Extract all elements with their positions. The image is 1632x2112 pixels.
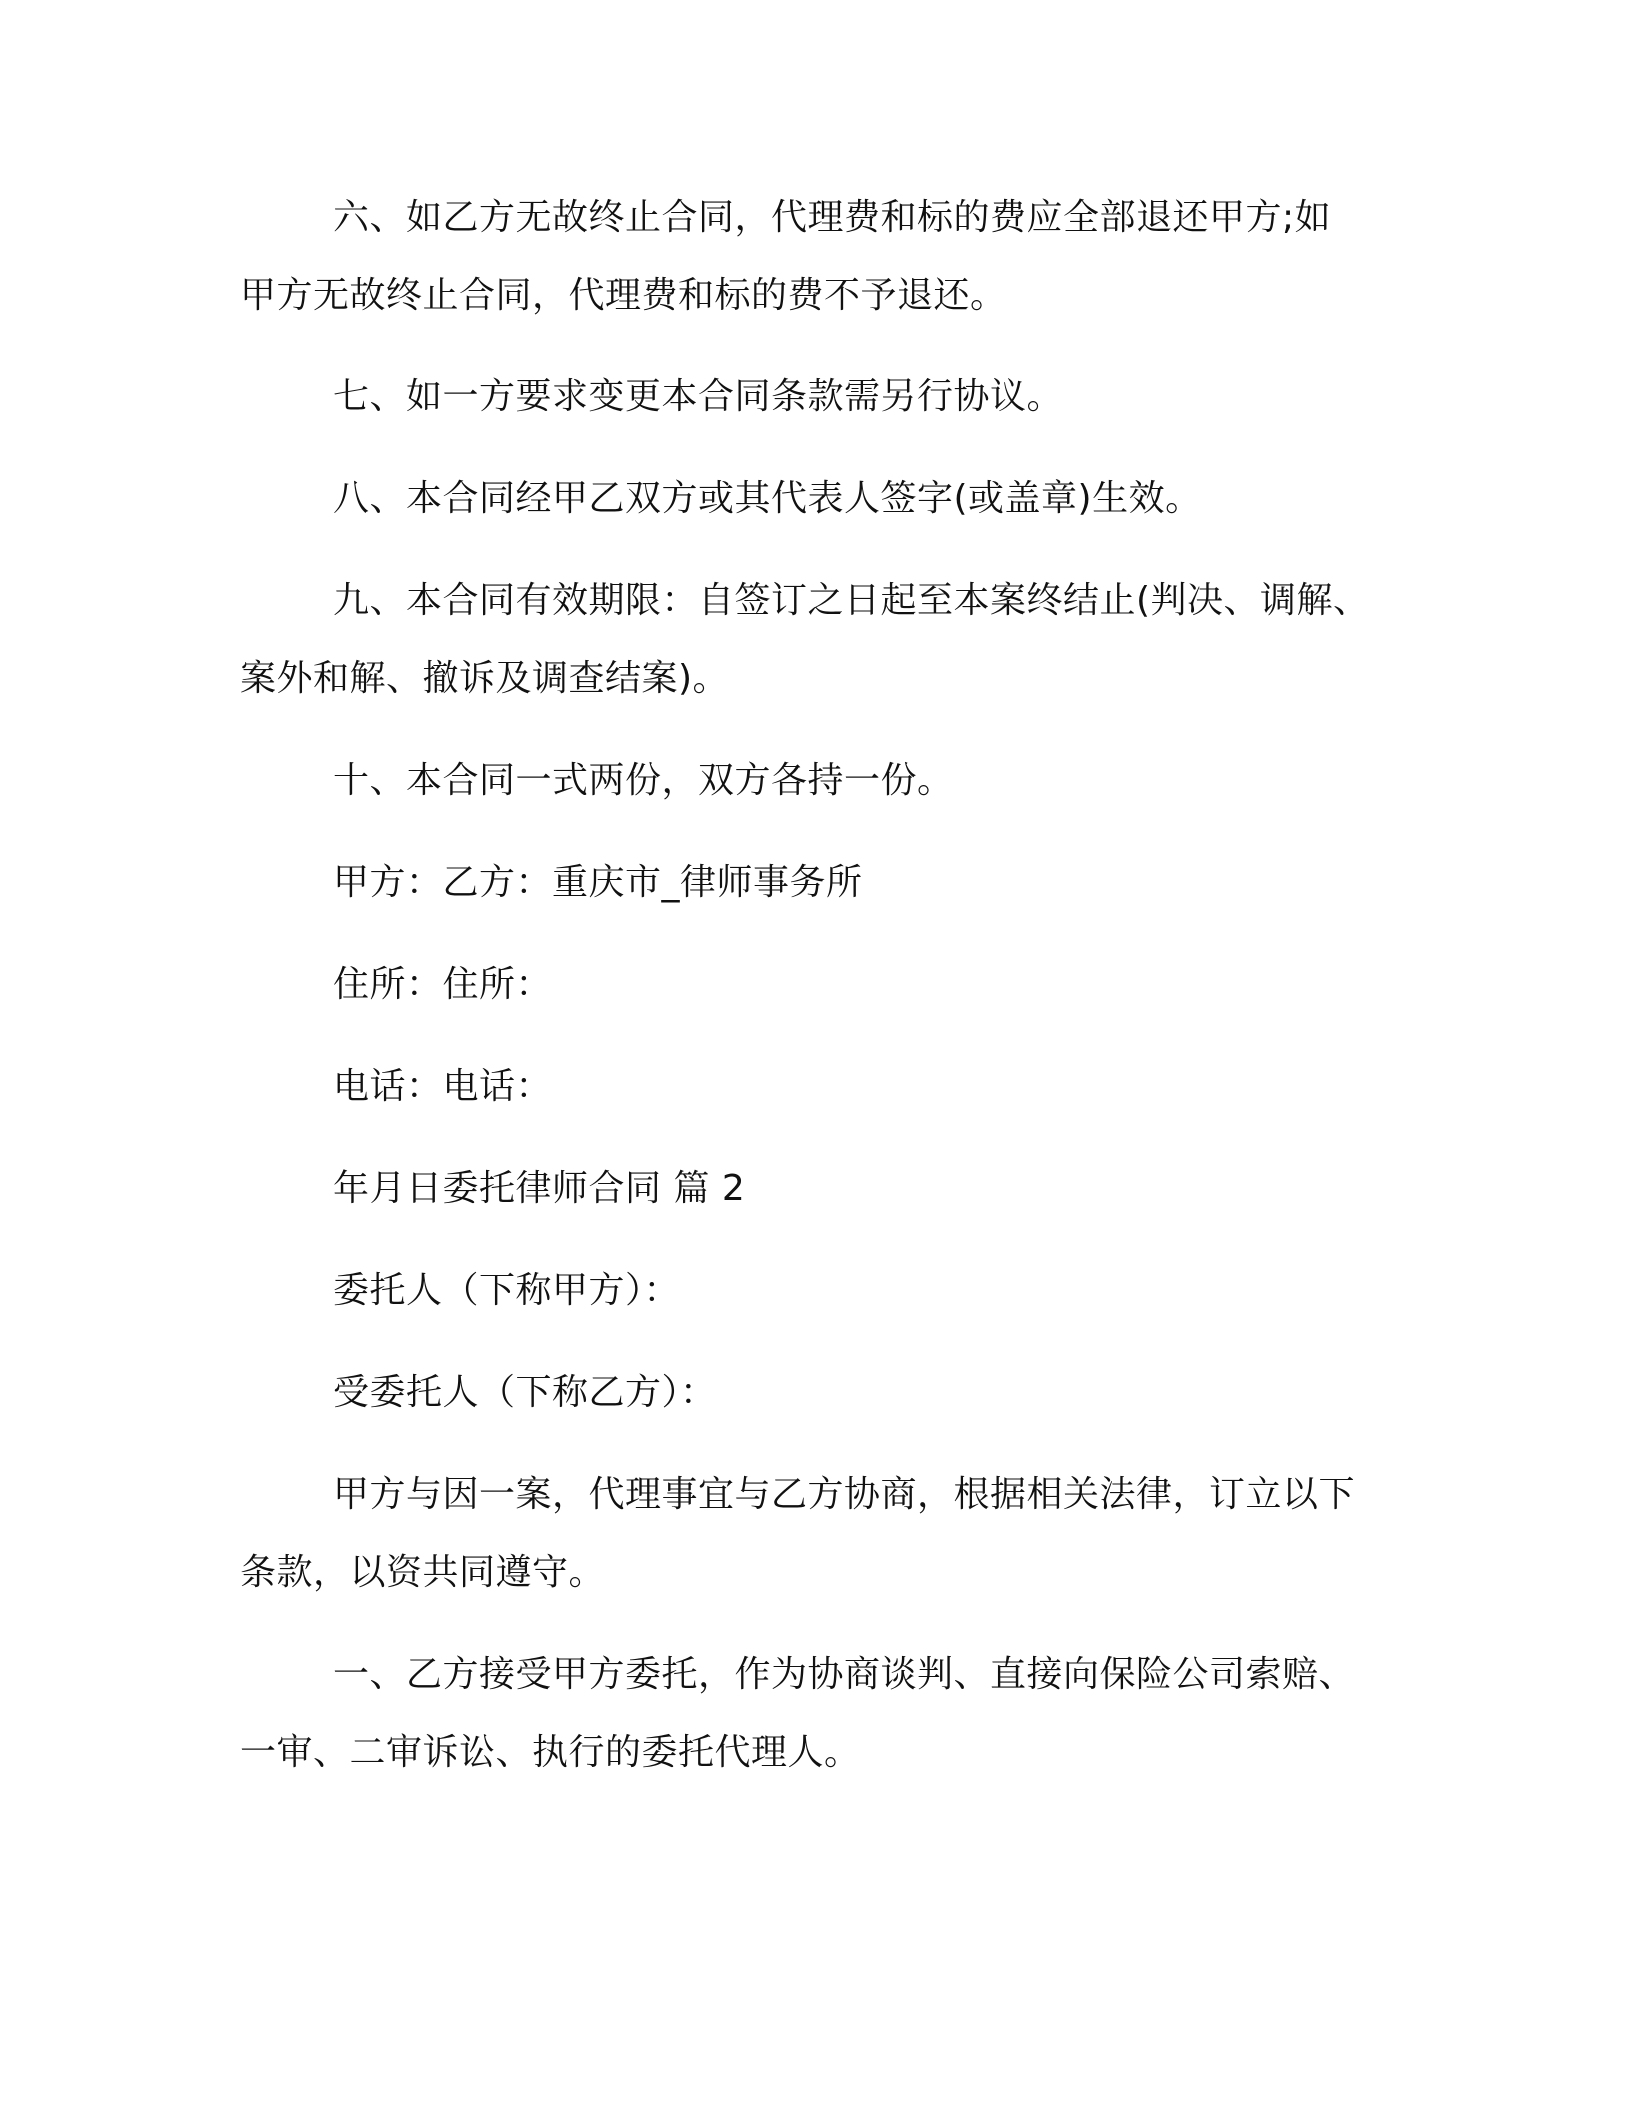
preamble-line-2: 条款，以资共同遵守。 [240,1552,606,1593]
preamble-line-1: 甲方与因一案，代理事宜与乙方协商，根据相关法律，订立以下 [333,1474,1356,1515]
agent-line: 受委托人（下称乙方）： [333,1372,717,1413]
clause-9-line-2: 案外和解、撤诉及调查结案)。 [240,658,730,699]
signature-parties: 甲方：乙方：重庆市_律师事务所 [333,862,863,903]
clause-8: 八、本合同经甲乙双方或其代表人签字(或盖章)生效。 [333,478,1202,519]
signature-phone: 电话：电话： [333,1066,553,1107]
principal-line: 委托人（下称甲方）： [333,1270,681,1311]
section-2-title: 年月日委托律师合同 篇 2 [333,1168,746,1209]
clause-10: 十、本合同一式两份，双方各持一份。 [333,760,954,801]
clause-7: 七、如一方要求变更本合同条款需另行协议。 [333,376,1064,417]
clause-1-line-2: 一审、二审诉讼、执行的委托代理人。 [240,1732,861,1773]
clause-6-line-1: 六、如乙方无故终止合同，代理费和标的费应全部退还甲方;如 [333,197,1332,238]
clause-6-line-2: 甲方无故终止合同，代理费和标的费不予退还。 [240,275,1007,316]
signature-address: 住所：住所： [333,964,553,1005]
clause-9-line-1: 九、本合同有效期限：自签订之日起至本案终结止(判决、调解、 [333,580,1370,621]
clause-1-line-1: 一、乙方接受甲方委托，作为协商谈判、直接向保险公司索赔、 [333,1654,1356,1695]
